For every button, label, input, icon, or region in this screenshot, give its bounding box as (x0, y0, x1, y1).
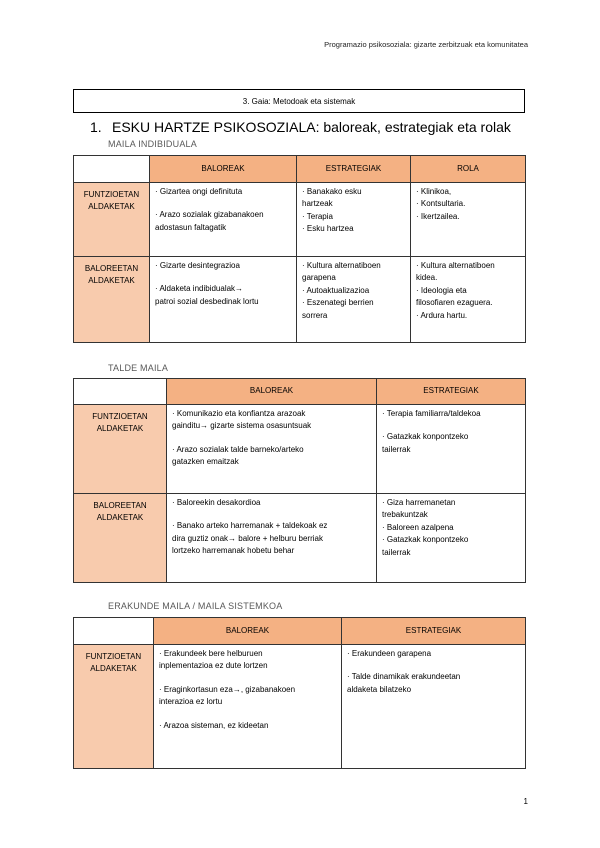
line-gap (172, 509, 371, 520)
cell-line: hartzeak (302, 199, 333, 209)
cell-baloreak (167, 494, 377, 583)
cell-line: · Baloreekin desakordioa (172, 498, 261, 507)
cell-line: · Terapia (302, 211, 333, 221)
row-header (74, 183, 150, 257)
cell-line: interazioa ez lortu (159, 697, 223, 707)
cell-line: · Kontsultaria. (416, 199, 466, 209)
cell-line: FUNTZIOETAN (92, 412, 148, 421)
table1-title: MAILA INDIBIDUALA (108, 139, 197, 149)
table2-header-baloreak: BALOREAK (167, 379, 377, 405)
table-row (74, 405, 526, 494)
row-header (74, 257, 150, 343)
table1-header-baloreak: BALOREAK (150, 156, 297, 183)
cell-line: · Arazo sozialak gizabanakoen (155, 210, 264, 220)
line-gap (159, 709, 336, 720)
section-title (90, 119, 511, 135)
cell-line: · Ikertzailea. (416, 211, 460, 221)
row-header (74, 645, 154, 769)
cell-line: gatazken emaitzak (172, 457, 239, 467)
cell-line: · Ideologia eta (416, 285, 467, 295)
cell-line: gainditu→ gizarte sistema osasuntsuak (172, 421, 312, 431)
cell-line: · Arazoa sisteman, ez kideetan (159, 720, 269, 730)
cell-line: · Aldaketa indibidualak→ (155, 284, 244, 294)
line-gap (155, 272, 291, 283)
cell-line: aldaketa bilatzeko (347, 684, 412, 694)
cell-line: tailerrak (382, 547, 411, 557)
table3-title: ERAKUNDE MAILA / MAILA SISTEMKOA (108, 601, 283, 611)
cell-baloreak (167, 405, 377, 494)
cell-line: kidea. (416, 273, 438, 283)
cell-line: · Klinikoa, (416, 187, 452, 196)
table2-title: TALDE MAILA (108, 363, 169, 373)
cell-line: · Ardura hartu. (416, 310, 468, 320)
cell-line: inplementazioa ez dute lortzen (159, 661, 268, 671)
cell-estrategiak (297, 183, 411, 257)
row-header (74, 405, 167, 494)
cell-line: · Autoaktualizazioa (302, 285, 370, 295)
cell-line: · Erakundeek bere helburuen (159, 649, 263, 658)
table2-corner (74, 379, 167, 405)
cell-line: tailerrak (382, 444, 411, 454)
table-row (74, 257, 526, 343)
line-gap (172, 433, 371, 444)
cell-line: · Gizarte desintegrazioa (155, 261, 240, 270)
cell-line: · Kultura alternatiboen (416, 261, 495, 270)
cell-line: ALDAKETAK (96, 513, 144, 523)
cell-line: · Kultura alternatiboen (302, 261, 381, 270)
cell-line: garapena (302, 273, 336, 283)
topic-label: 3. Gaia: Metodoak eta sistemak (242, 96, 356, 106)
table-row (74, 645, 526, 769)
cell-line: · Banako arteko harremanak + taldekoak ez (172, 521, 328, 531)
table1-header-estrategiak: ESTRATEGIAK (297, 156, 411, 183)
cell-rola (411, 183, 526, 257)
cell-line: · Terapia familiarra/taldekoa (382, 409, 481, 418)
table-talde (73, 378, 526, 583)
cell-line: ALDAKETAK (96, 424, 144, 434)
table-individual (73, 155, 526, 343)
cell-rola (411, 257, 526, 343)
cell-line: · Gatazkak konpontzeko (382, 535, 469, 545)
table3-header-estrategiak: ESTRATEGIAK (342, 618, 526, 645)
cell-line: FUNTZIOETAN (85, 652, 142, 661)
line-gap (159, 673, 336, 684)
cell-line: · Baloreen azalpena (382, 522, 454, 532)
cell-estrategiak (342, 645, 526, 769)
table-row (74, 183, 526, 257)
running-header: Programazio psikosoziala: gizarte zerbitzuak eta komunitatea (324, 40, 528, 49)
cell-baloreak (150, 257, 297, 343)
cell-line: · Arazo sozialak talde barneko/arteko (172, 444, 304, 454)
cell-line: ALDAKETAK (88, 202, 135, 212)
cell-estrategiak (377, 494, 526, 583)
table2-header-estrategiak: ESTRATEGIAK (377, 379, 526, 405)
cell-line: · Eraginkortasun eza→, gizabanakoen (159, 684, 296, 694)
cell-line: · Esku hartzea (302, 224, 354, 234)
row-header (74, 494, 167, 583)
table1-header-rola: ROLA (411, 156, 526, 183)
cell-baloreak (154, 645, 342, 769)
cell-baloreak (150, 183, 297, 257)
cell-line: ALDAKETAK (88, 276, 135, 286)
cell-line: BALOREETAN (93, 501, 147, 510)
cell-line: · Banakako esku (302, 187, 362, 196)
cell-line: · Giza harremanetan (382, 498, 456, 507)
cell-line: · Komunikazio eta konfiantza arazoak (172, 409, 306, 418)
cell-line: · Gatazkak konpontzeko (382, 432, 469, 442)
cell-line: lortzeko harremanak hobetu behar (172, 546, 295, 556)
cell-estrategiak (297, 257, 411, 343)
page-number: 1 (523, 797, 528, 806)
section-number: 1. (90, 119, 102, 135)
cell-line: filosofiaren ezaguera. (416, 298, 493, 308)
cell-line: patroi sozial desbedinak lortu (155, 296, 259, 306)
cell-line: · Gizartea ongi definituta (155, 187, 243, 196)
cell-line: FUNTZIOETAN (83, 190, 140, 199)
cell-line: · Talde dinamikak erakundeetan (347, 672, 461, 682)
cell-line: trebakuntzak (382, 510, 428, 520)
cell-line: dira guztiz onak→ balore + helburu berriak (172, 533, 323, 543)
cell-estrategiak (377, 405, 526, 494)
section-title-text: ESKU HARTZE PSIKOSOZIALA: baloreak, estrategiak eta rolak (112, 119, 511, 135)
line-gap (382, 420, 520, 431)
table3-corner (74, 618, 154, 645)
cell-line: · Eszenategi berrien (302, 298, 374, 308)
table3-header-baloreak: BALOREAK (154, 618, 342, 645)
cell-line: BALOREETAN (84, 264, 139, 273)
cell-line: ALDAKETAK (90, 664, 137, 674)
cell-line: sorrera (302, 310, 328, 320)
cell-line: · Erakundeen garapena (347, 649, 432, 658)
table-erakunde (73, 617, 526, 769)
topic-box (73, 89, 525, 113)
cell-line: adostasun faltagatik (155, 222, 227, 232)
table-row (74, 494, 526, 583)
line-gap (155, 198, 291, 209)
line-gap (347, 660, 520, 671)
table1-corner (74, 156, 150, 183)
